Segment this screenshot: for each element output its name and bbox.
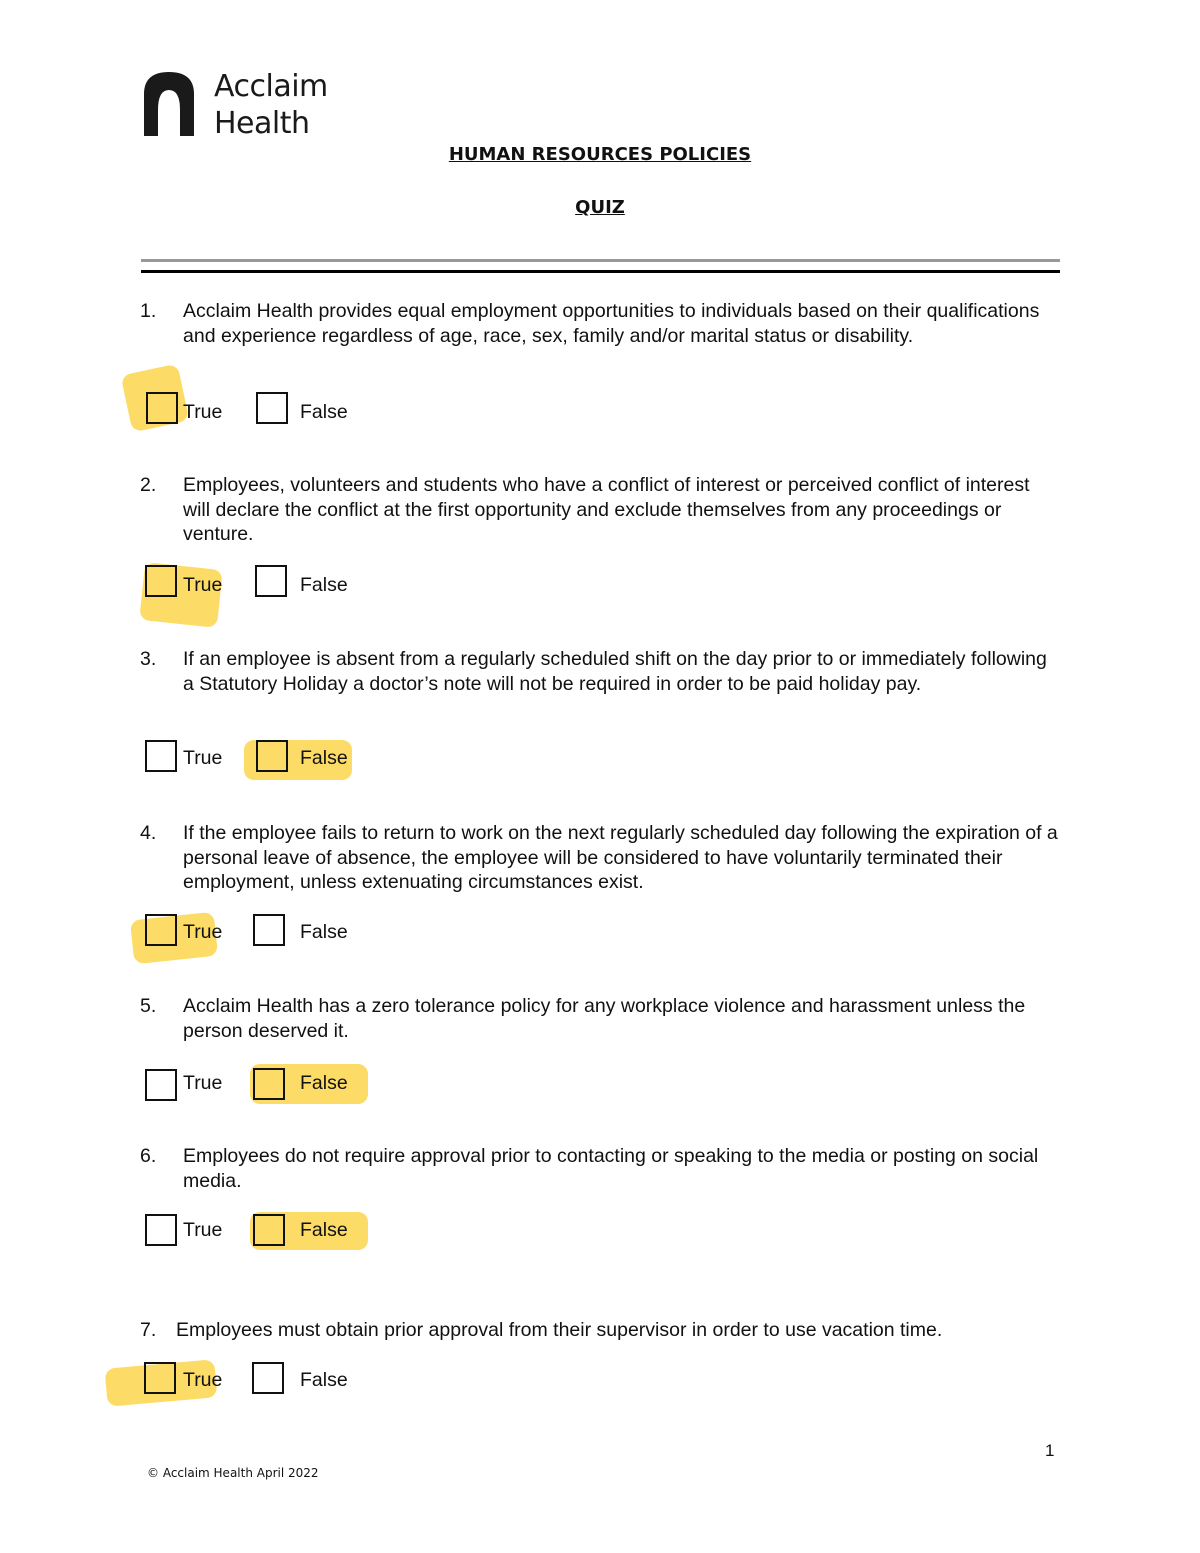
false-checkbox[interactable] [255, 565, 287, 597]
false-checkbox[interactable] [256, 392, 288, 424]
false-label: False [300, 1369, 348, 1391]
question-6-true-option [145, 1214, 245, 1250]
false-label: False [300, 1219, 348, 1241]
true-checkbox[interactable] [145, 740, 177, 772]
question-5-options [250, 1064, 370, 1100]
false-checkbox[interactable] [252, 1362, 284, 1394]
true-checkbox[interactable] [146, 392, 178, 424]
question-number: 1. [140, 300, 157, 322]
true-label: True [183, 747, 223, 769]
true-label: True [183, 1369, 223, 1391]
question-4-false-option [253, 914, 363, 950]
false-checkbox[interactable] [253, 1068, 285, 1100]
question-2-false-option [255, 565, 365, 601]
false-checkbox[interactable] [253, 914, 285, 946]
false-label: False [300, 401, 348, 423]
acclaim-health-logo [140, 70, 340, 140]
question-7-options [104, 1358, 234, 1394]
question-text: Employees do not require approval prior to contacting or speaking to the media or posting on social media. [183, 1145, 1039, 1192]
false-label: False [300, 1072, 348, 1094]
true-checkbox[interactable] [145, 914, 177, 946]
question-text: Acclaim Health has a zero tolerance policy for any workplace violence and harassment unless the person deserved it. [183, 995, 1026, 1042]
divider-bottom [141, 270, 1060, 273]
false-label: False [300, 921, 348, 943]
true-checkbox[interactable] [145, 1069, 177, 1101]
true-checkbox[interactable] [144, 1362, 176, 1394]
question-5-true-option [145, 1069, 245, 1105]
question-number: 2. [140, 474, 157, 496]
page-number: 1 [1045, 1441, 1055, 1460]
acclaim-logo-mark-icon [140, 70, 198, 136]
question-7-false-option [252, 1362, 362, 1398]
question-1-options [126, 363, 236, 423]
logo-wordmark [214, 68, 328, 142]
question-number: 3. [140, 648, 157, 670]
question-text: Employees must obtain prior approval from their supervisor in order to use vacation time. [176, 1319, 943, 1341]
question-text: If an employee is absent from a regularly scheduled shift on the day prior to or immediately following a Statutory Holiday a doctor’s note will not be required in order to be paid holiday pay. [183, 648, 1047, 695]
false-checkbox[interactable] [256, 740, 288, 772]
question-1-false-option [256, 392, 366, 428]
question-number: 5. [140, 995, 157, 1017]
false-label: False [300, 574, 348, 596]
divider-top [141, 259, 1060, 262]
question-text: If the employee fails to return to work on the next regularly scheduled day following the expiration of a personal leave of absence, the employee will be considered to have voluntarily terminated their employment, unless extenuating circumstances exist. [183, 822, 1058, 893]
true-label: True [183, 574, 223, 596]
question-number: 4. [140, 822, 157, 844]
true-label: True [183, 401, 223, 423]
true-checkbox[interactable] [145, 1214, 177, 1246]
false-label: False [300, 747, 348, 769]
question-3-true-option [145, 740, 245, 776]
question-text: Employees, volunteers and students who have a conflict of interest or perceived conflict of interest will declare the conflict at the first opportunity and exclude themselves from any proceedings or venture. [183, 474, 1030, 545]
page-title: HUMAN RESOURCES POLICIES [448, 144, 752, 165]
question-3-options [244, 736, 356, 772]
question-text: Acclaim Health provides equal employment opportunities to individuals based on their qualifications and experience regardless of age, race, sex, family and/or marital status or disability. [183, 300, 1040, 347]
question-2-options [140, 560, 240, 596]
logo-line-1: Acclaim [214, 69, 328, 104]
footer-copyright: © Acclaim Health April 2022 [147, 1466, 319, 1480]
question-number: 7. [140, 1319, 157, 1341]
true-checkbox[interactable] [145, 565, 177, 597]
logo-line-2: Health [214, 106, 310, 141]
true-label: True [183, 1219, 223, 1241]
true-label: True [183, 1072, 223, 1094]
page-subtitle: QUIZ [575, 197, 625, 218]
question-4-options [128, 912, 238, 948]
question-6-options [250, 1210, 370, 1246]
false-checkbox[interactable] [253, 1214, 285, 1246]
true-label: True [183, 921, 223, 943]
question-number: 6. [140, 1145, 157, 1167]
